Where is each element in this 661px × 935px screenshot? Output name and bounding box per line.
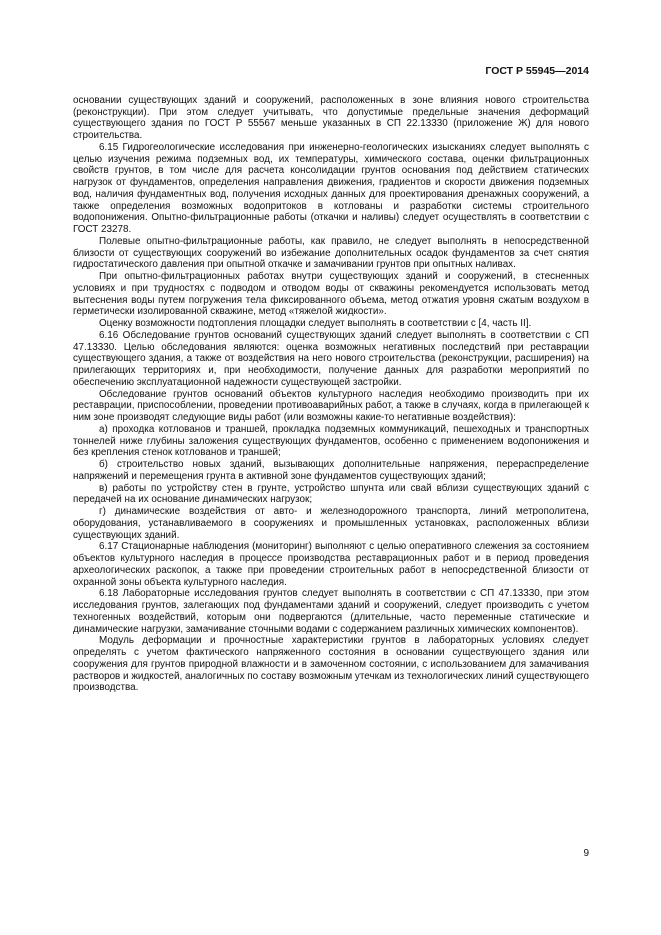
list-item-g: г) динамические воздействия от авто- и железнодорожного транспорта, линий метрополитена, оборудования, устанавливаемого в сооружениях и промышленных установках, расположенных вблизи существующих зданий. xyxy=(73,506,589,541)
paragraph-confined-conditions: При опытно-фильтрационных работах внутри существующих зданий и сооружений, в стесненных условиях и при трудностях с подводом и отводом воды от скважины рекомендуется использовать метод вытеснения воды путем погружения тела фиксированного объема, метод отжатия уровня сжатым воздухом в герметически изолированной скважине, метод «тяжелой жидкости». xyxy=(73,271,589,318)
standard-code-header: ГОСТ Р 55945—2014 xyxy=(485,65,589,77)
paragraph-cultural-heritage: Обследование грунтов оснований объектов культурного наследия необходимо производить при их реставрации, приспособлении, проведении противоаварийных работ, а также в случаях, когда в прилегающей к ним зоне производят следующие виды работ (или возможны какие-то негативные воздействия): xyxy=(73,388,589,423)
paragraph-6-17: 6.17 Стационарные наблюдения (мониторинг) выполняют с целью оперативного слежения за состоянием объектов культурного наследия в процессе производства реставрационных работ и в период проведения археологических раскопок, а также при проведении строительных работ в непосредственной близости от охранной зоны объекта культурного наследия. xyxy=(73,541,589,588)
list-item-a: а) проходка котлованов и траншей, прокладка подземных коммуникаций, пешеходных и транспортных тоннелей ниже глубины заложения существующих фундаментов, особенно с применением водопонижения и без крепления стенок котлованов и траншей; xyxy=(73,423,589,459)
document-body xyxy=(73,95,589,694)
paragraph-flooding-assessment: Оценку возможности подтопления площадки следует выполнять в соответствии с [4, часть II]. xyxy=(99,318,532,329)
paragraph-deformation-modulus: Модуль деформации и прочностные характеристики грунтов в лабораторных условиях следует определять с учетом фактического напряженного состояния в основании существующего здания или сооружения для грунтов природной влажности и в замоченном состоянии, с использованием для замачивания растворов и жидкостей, аналогичных по составу возможным утечкам из технологических линий существующего производства. xyxy=(73,635,589,694)
paragraph-6-18: 6.18 Лабораторные исследования грунтов следует выполнять в соответствии с СП 47.13330, при этом исследования грунтов, залегающих под фундаментами зданий и сооружений, следует производить с учетом техногенных воздействий, которым они подвергаются (длительные, часто переменные статические и динамические нагрузки, замачивание сточными водами с содержанием различных химических компонентов). xyxy=(73,588,589,635)
paragraph-field-works: Полевые опытно-фильтрационные работы, как правило, не следует выполнять в непосредственной близости от существующих сооружений во избежание дополнительных осадок фундаментов за счет снятия гидростатического давления при опытной откачке и замачивании грунтов при опытных наливах. xyxy=(73,235,589,271)
list-item-v: в) работы по устройству стен в грунте, устройство шпунта или свай вблизи существующих зданий с передачей на их основание динамических нагрузок; xyxy=(73,482,589,506)
paragraph-6-15: 6.15 Гидрогеологические исследования при инженерно-геологических изысканиях следует выполнять с целью изучения режима подземных вод, их температуры, химического состава, оценки фильтрационных свойств грунтов, в том числе для расчета консолидации грунтов основания под действием статических нагрузок от фундаментов, определения направления движения, градиентов и скорости движения подземных вод, наличия фундаментных вод, получения исходных данных для проектирования дренажных сооружений, а также определения возможных водопритоков в котлованы и разработки системы строительного водопонижения. Опытно-фильтрационные работы (откачки и наливы) следует осуществлять в соответствии с ГОСТ 23278. xyxy=(73,141,589,235)
paragraph-6-16: 6.16 Обследование грунтов оснований существующих зданий следует выполнять в соответствии с СП 47.13330. Целью обследования являются: оценка возможных негативных последствий при реставрации существующего здания, а также от воздействия на него нового строительства (реконструкции, расширения) на прилегающих территориях и, при необходимости, получение данных для разработки мероприятий по обеспечению эксплуатационной надежности существующей застройки. xyxy=(73,329,589,388)
page-number: 9 xyxy=(583,848,589,859)
list-item-b: б) строительство новых зданий, вызывающих дополнительные напряжения, перераспределение напряжений и перемещения грунта в активной зоне фундаментов существующих зданий; xyxy=(73,459,589,482)
paragraph-continuation: основании существующих зданий и сооружений, расположенных в зоне влияния нового строительства (реконструкции). При этом следует учитывать, что допустимые предельные значения деформаций существующего здания по ГОСТ Р 55567 меньше указанных в СП 22.13330 (приложение Ж) для нового строительства. xyxy=(73,94,589,141)
